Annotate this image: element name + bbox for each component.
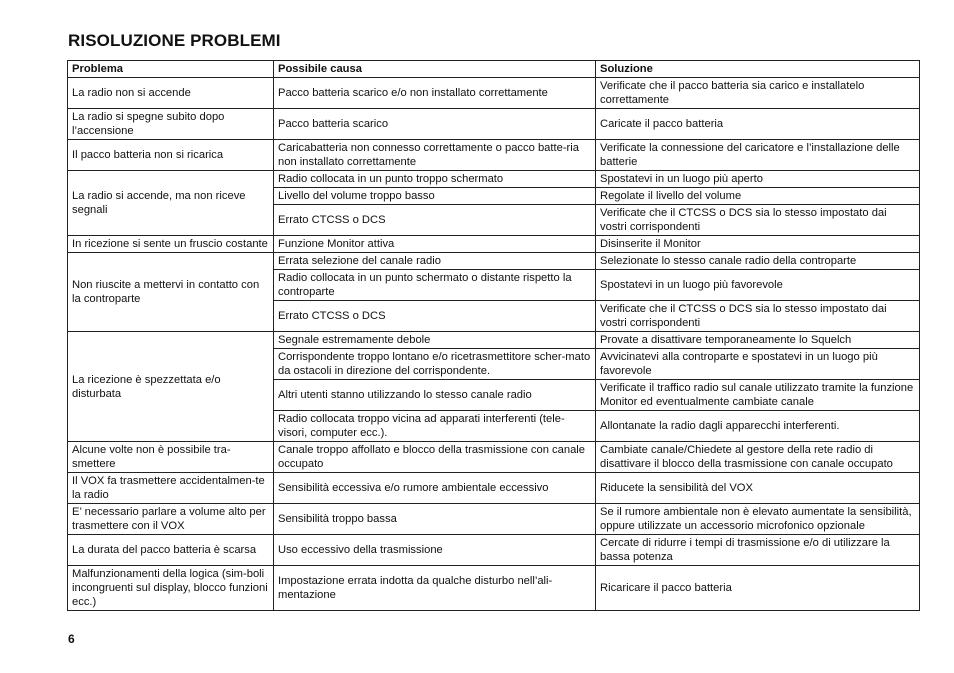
table-row [68,566,920,611]
table-row [68,236,920,253]
solution-cell: Ricaricare il pacco batteria [596,566,920,611]
problem-cell: In ricezione si sente un fruscio costante [68,236,274,253]
problem-cell: Il pacco batteria non si ricarica [68,140,274,171]
problem-cell: Malfunzionamenti della logica (sim-boli incongruenti sul display, blocco funzioni ecc.) [68,566,274,611]
solution-cell: Riducete la sensibilità del VOX [596,473,920,504]
solution-cell: Selezionate lo stesso canale radio della controparte [596,253,920,270]
page-number: 6 [68,632,75,646]
problem-cell: La durata del pacco batteria è scarsa [68,535,274,566]
problem-cell: La radio si spegne subito dopo l’accensione [68,109,274,140]
solution-cell: Cambiate canale/Chiedete al gestore della rete radio di disattivare il blocco della trasmissione con canale occupato [596,442,920,473]
solution-cell: Regolate il livello del volume [596,188,920,205]
solution-cell: Verificate che il CTCSS o DCS sia lo stesso impostato dai vostri corrispondenti [596,205,920,236]
cause-cell: Livello del volume troppo basso [274,188,596,205]
table-row [68,109,920,140]
table-row [68,78,920,109]
cause-cell: Canale troppo affollato e blocco della trasmissione con canale occupato [274,442,596,473]
problem-cell: Non riuscite a mettervi in contatto con la controparte [68,253,274,332]
solution-cell: Provate a disattivare temporaneamente lo Squelch [596,332,920,349]
table-row [68,442,920,473]
problem-cell: Alcune volte non è possibile tra-smettere [68,442,274,473]
solution-cell: Disinserite il Monitor [596,236,920,253]
table-row [68,140,920,171]
table-row [68,253,920,270]
cause-cell: Pacco batteria scarico [274,109,596,140]
cause-cell: Errata selezione del canale radio [274,253,596,270]
table-row [68,504,920,535]
cause-cell: Funzione Monitor attiva [274,236,596,253]
table-row [68,473,920,504]
cause-cell: Caricabatteria non connesso correttamente o pacco batte-ria non installato correttamente [274,140,596,171]
cause-cell: Errato CTCSS o DCS [274,205,596,236]
page-title: RISOLUZIONE PROBLEMI [68,31,281,50]
cause-cell: Altri utenti stanno utilizzando lo stesso canale radio [274,380,596,411]
solution-cell: Caricate il pacco batteria [596,109,920,140]
cause-cell: Sensibilità troppo bassa [274,504,596,535]
solution-cell: Verificate il traffico radio sul canale utilizzato tramite la funzione Monitor ed eventualmente cambiate canale [596,380,920,411]
table-row [68,332,920,349]
header-solution: Soluzione [596,61,920,78]
cause-cell: Impostazione errata indotta da qualche disturbo nell’ali-mentazione [274,566,596,611]
troubleshooting-table [67,60,920,611]
solution-cell: Spostatevi in un luogo più aperto [596,171,920,188]
header-problem: Problema [68,61,274,78]
solution-cell: Avvicinatevi alla controparte e spostatevi in un luogo più favorevole [596,349,920,380]
table-row [68,171,920,188]
cause-cell: Segnale estremamente debole [274,332,596,349]
cause-cell: Errato CTCSS o DCS [274,301,596,332]
cause-cell: Uso eccessivo della trasmissione [274,535,596,566]
cause-cell: Radio collocata in un punto troppo schermato [274,171,596,188]
table-header-row [68,61,920,78]
cause-cell: Sensibilità eccessiva e/o rumore ambientale eccessivo [274,473,596,504]
solution-cell: Allontanate la radio dagli apparecchi interferenti. [596,411,920,442]
solution-cell: Verificate la connessione del caricatore e l’installazione delle batterie [596,140,920,171]
problem-cell: E’ necessario parlare a volume alto per trasmettere con il VOX [68,504,274,535]
cause-cell: Pacco batteria scarico e/o non installato correttamente [274,78,596,109]
cause-cell: Corrispondente troppo lontano e/o ricetrasmettitore scher-mato da ostacoli in direzione del corrispondente. [274,349,596,380]
cause-cell: Radio collocata troppo vicina ad apparati interferenti (tele-visori, computer ecc.). [274,411,596,442]
solution-cell: Verificate che il pacco batteria sia carico e installatelo correttamente [596,78,920,109]
problem-cell: La ricezione è spezzettata e/o disturbata [68,332,274,442]
problem-cell: La radio non si accende [68,78,274,109]
table-body [68,78,920,611]
cause-cell: Radio collocata in un punto schermato o distante rispetto la controparte [274,270,596,301]
solution-cell: Se il rumore ambientale non è elevato aumentate la sensibilità, oppure utilizzate un accessorio microfonico opzionale [596,504,920,535]
solution-cell: Spostatevi in un luogo più favorevole [596,270,920,301]
table-row [68,535,920,566]
solution-cell: Verificate che il CTCSS o DCS sia lo stesso impostato dai vostri corrispondenti [596,301,920,332]
problem-cell: La radio si accende, ma non riceve segnali [68,171,274,236]
problem-cell: Il VOX fa trasmettere accidentalmen-te la radio [68,473,274,504]
solution-cell: Cercate di ridurre i tempi di trasmissione e/o di utilizzare la bassa potenza [596,535,920,566]
header-cause: Possibile causa [274,61,596,78]
